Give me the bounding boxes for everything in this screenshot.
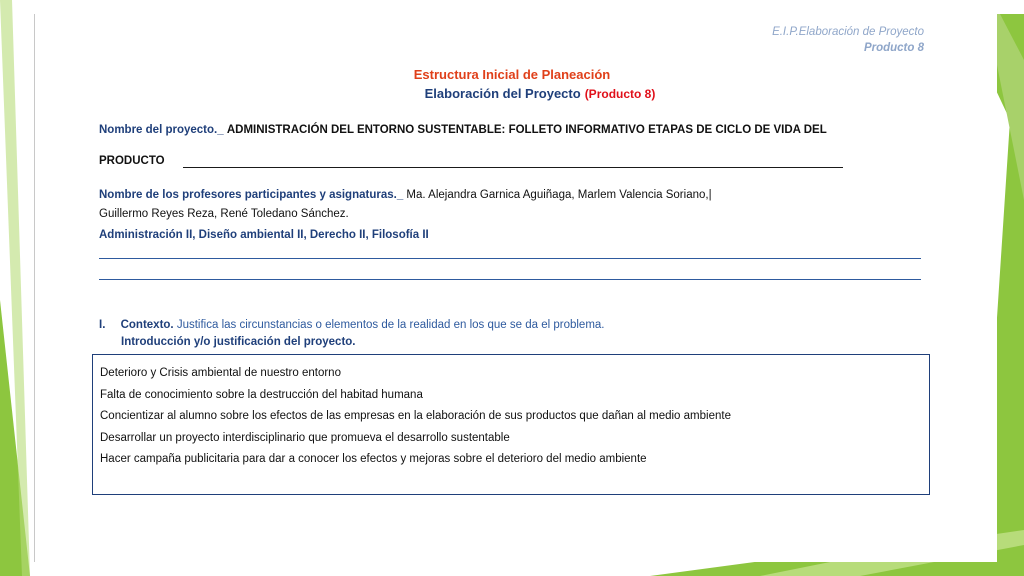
context-label: Contexto. [120,319,174,331]
project-name-underline [183,167,843,168]
context-item: Falta de conocimiento sobre la destrucción del habitad humana [100,388,423,401]
context-number: I. [99,319,106,331]
context-item: Desarrollar un proyecto interdisciplinario que promueva el desarrollo sustentable [100,431,510,444]
context-subtitle: Introducción y/o justificación del proyecto. [121,336,356,348]
project-name-value-2: PRODUCTO [99,155,165,167]
divider-line-2 [99,279,921,280]
document-header [772,24,924,56]
header-line-1: E.I.P.Elaboración de Proyecto [772,26,924,38]
teachers-line-1 [99,189,712,201]
context-description: Justifica las circunstancias o elementos de la realidad en los que se da el problema. [176,319,605,331]
context-item: Concientizar al alumno sobre los efectos de las empresas en la elaboración de sus productos que dañan al medio ambiente [100,410,731,422]
project-name-line-2 [99,155,165,167]
header-line-2: Producto 8 [863,42,924,54]
teachers-label: Nombre de los profesores participantes y asignaturas._ [99,189,404,201]
context-heading [99,319,604,331]
project-name-label: Nombre del proyecto._ [99,124,224,136]
context-box [92,354,930,495]
subtitle-tag: (Producto 8) [584,87,656,101]
document-subtitle [0,86,1024,101]
subjects-list: Administración II, Diseño ambiental II, Derecho II, Filosofía II [99,229,429,241]
context-item: Hacer campaña publicitaria para dar a conocer los efectos y mejoras sobre el deterioro del medio ambiente [100,453,647,465]
document-title: Estructura Inicial de Planeación [413,67,611,82]
divider-line-1 [99,258,921,259]
subtitle-text: Elaboración del Proyecto [424,86,581,101]
context-item: Deterioro y Crisis ambiental de nuestro entorno [100,367,341,379]
teachers-names-2: Guillermo Reyes Reza, René Toledano Sánchez. [99,208,349,220]
project-name-value-1: ADMINISTRACIÓN DEL ENTORNO SUSTENTABLE: FOLLETO INFORMATIVO ETAPAS DE CICLO DE VIDA DEL [226,124,827,136]
teachers-names-1: Ma. Alejandra Garnica Aguiñaga, Marlem Valencia Soriano,| [406,189,712,201]
project-name-line-1 [99,124,827,136]
